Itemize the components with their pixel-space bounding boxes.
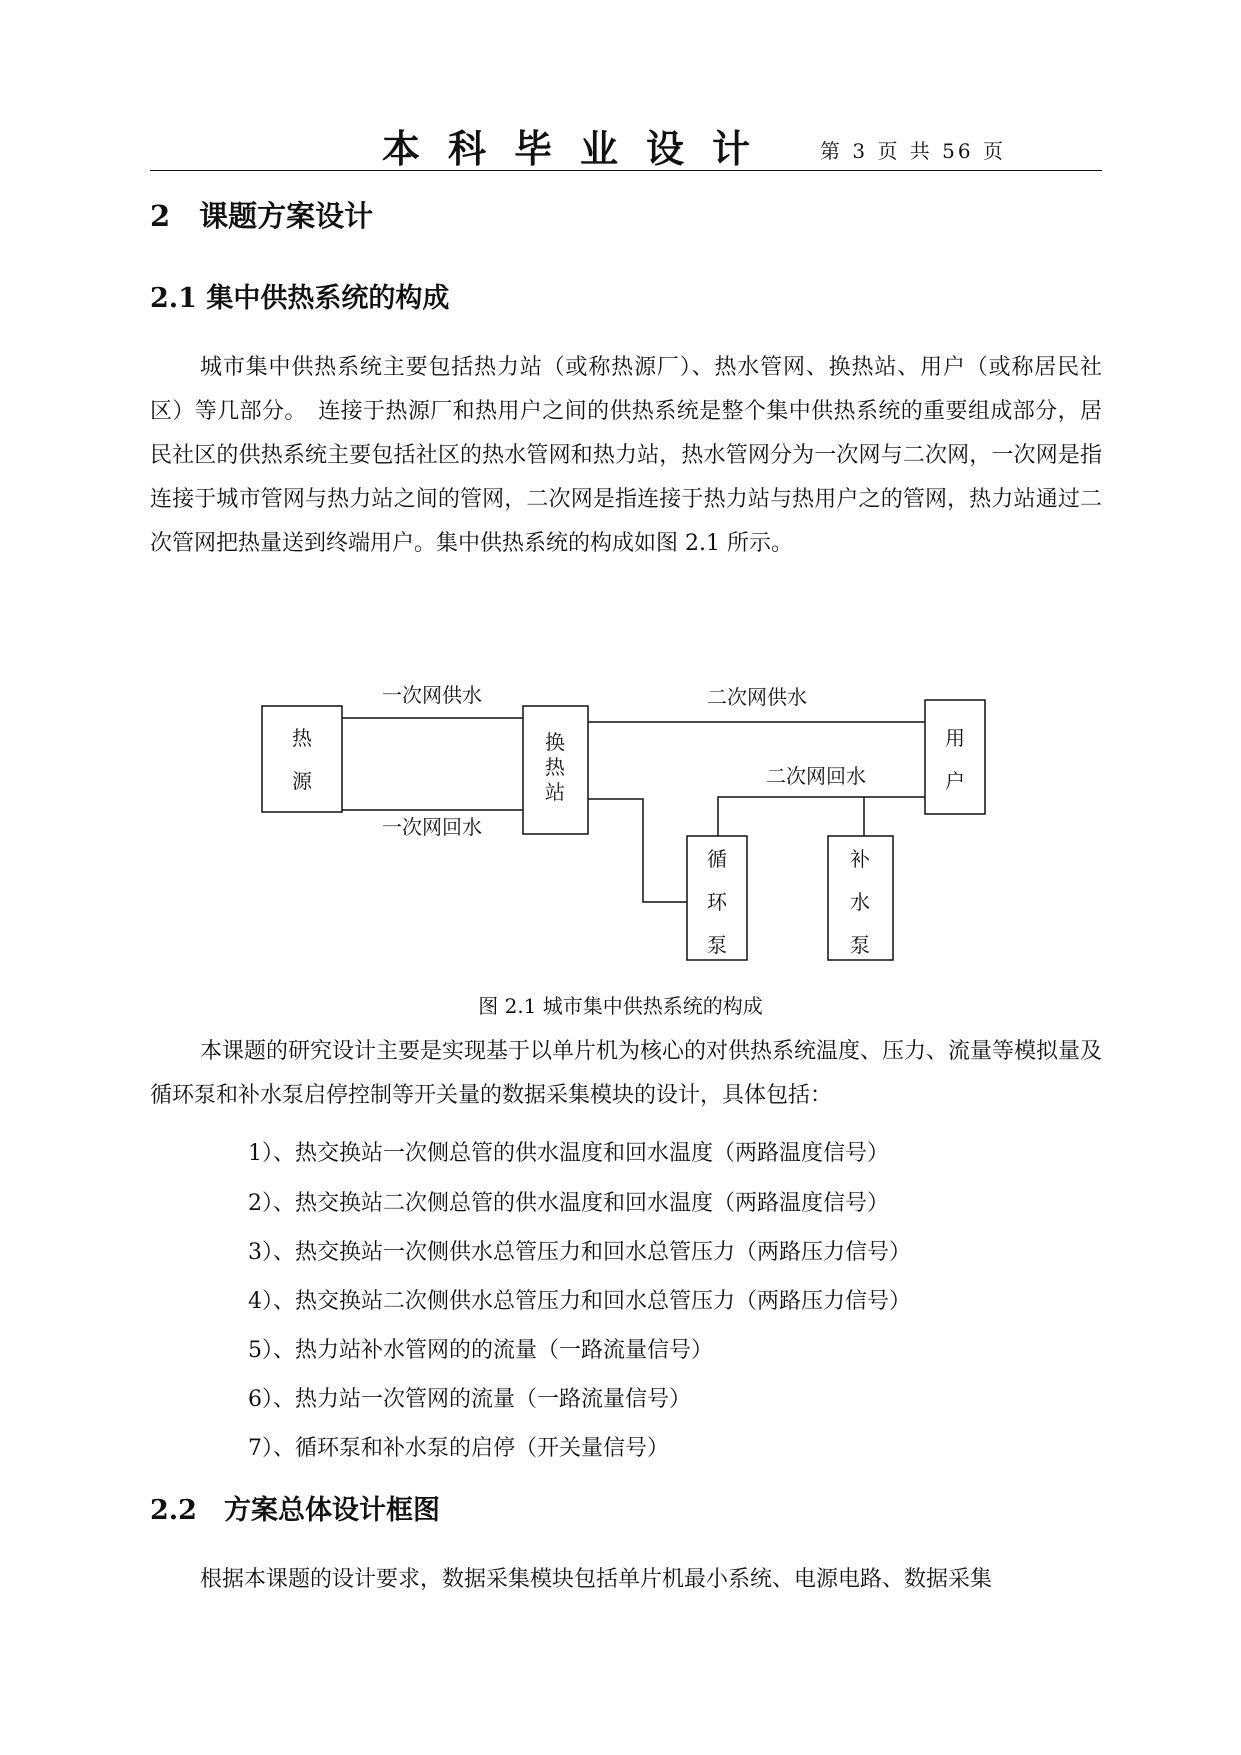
secondary-return-line (718, 797, 925, 836)
makeup-pump-char: 水 (850, 890, 870, 914)
secondary-supply-label: 二次网供水 (707, 685, 807, 709)
exchange-station-char: 站 (545, 780, 565, 804)
list-item: 7）、循环泵和补水泵的启停（开关量信号） (248, 1436, 669, 1461)
section-heading: 2 课题方案设计 (150, 199, 374, 233)
circulation-pump-char: 循 (707, 847, 727, 871)
body-paragraph-3: 根据本课题的设计要求，数据采集模块包括单片机最小系统、电源电路、数据采集 (200, 1567, 993, 1592)
list-item: 1）、热交换站一次侧总管的供水温度和回水温度（两路温度信号） (248, 1141, 889, 1166)
subsection-heading-2-2: 2.2 方案总体设计框图 (150, 1495, 440, 1526)
body-paragraph-2: 本课题的研究设计主要是实现基于以单片机为核心的对供热系统温度、压力、流量等模拟量及循环泵和补水泵启停控制等开关量的数据采集模块的设计，具体包括： (150, 1039, 1103, 1108)
heat-source-char: 热 (292, 726, 312, 750)
heat-source-box (262, 706, 342, 812)
list-item: 3）、热交换站一次侧供水总管压力和回水总管压力（两路压力信号） (248, 1240, 911, 1265)
primary-return-label: 一次网回水 (382, 815, 482, 839)
circulation-pump-char: 泵 (707, 933, 727, 957)
primary-supply-label: 一次网供水 (382, 683, 482, 707)
user-char: 用 (945, 726, 965, 750)
list-item: 6）、热力站一次管网的流量（一路流量信号） (248, 1387, 691, 1412)
user-box (925, 700, 985, 814)
header-page-info: 第 3 页 共 56 页 (820, 139, 1006, 163)
heat-source-char: 源 (292, 769, 312, 793)
list-item: 2）、热交换站二次侧总管的供水温度和回水温度（两路温度信号） (248, 1191, 889, 1216)
secondary-return-label: 二次网回水 (766, 764, 866, 788)
figure-caption: 图 2.1 城市集中供热系统的构成 (478, 994, 763, 1018)
list-item: 4）、热交换站二次侧供水总管压力和回水总管压力（两路压力信号） (248, 1289, 911, 1314)
makeup-pump-char: 补 (850, 847, 870, 871)
list-item: 5）、热力站补水管网的的流量（一路流量信号） (248, 1338, 713, 1363)
exchange-station-char: 热 (545, 755, 565, 779)
circulation-pump-line (588, 799, 687, 902)
makeup-pump-char: 泵 (850, 933, 870, 957)
user-char: 户 (945, 769, 965, 793)
subsection-heading-2-1: 2.1 集中供热系统的构成 (150, 283, 450, 314)
header-title: 本科毕业设计 (382, 126, 779, 171)
exchange-station-char: 换 (545, 730, 565, 754)
body-paragraph-1: 城市集中供热系统主要包括热力站（或称热源厂）、热水管网、换热站、用户（或称居民社区）等几部分。 连接于热源厂和热用户之间的供热系统是整个集中供热系统的重要组成部分，居民社区的供热系统主要包括社区的热水管网和热力站，热水管网分为一次网与二次网，一次网是指连接于城市管网与热力站之间的管网，二次网是指连接于热力站与热用户之的管网，热力站通过二次管网把热量送到终端用户。集中供热系统的构成如图 2.1 所示。 (150, 355, 1102, 556)
circulation-pump-char: 环 (707, 890, 727, 914)
